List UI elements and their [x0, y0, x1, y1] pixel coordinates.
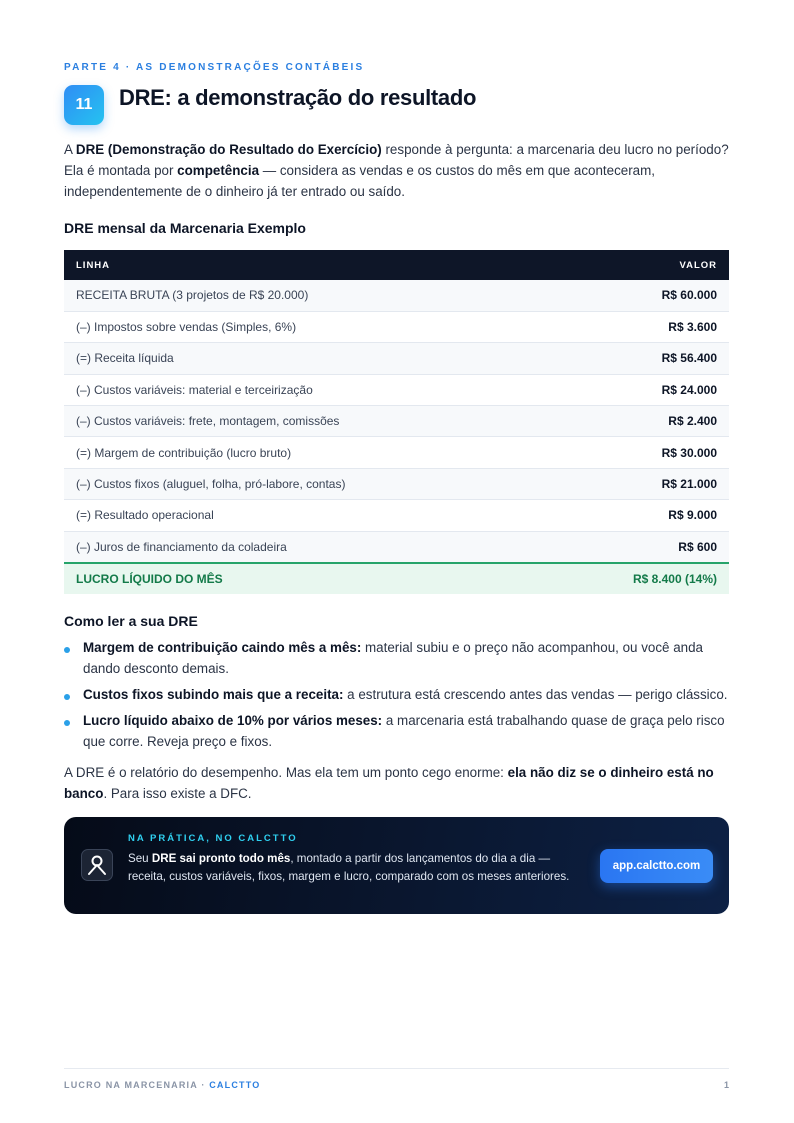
promo-eyebrow: NA PRÁTICA, NO CALCTTO: [128, 833, 298, 844]
row-value: R$ 60.000: [550, 280, 729, 311]
footer-book-title: LUCRO NA MARCENARIA ·: [64, 1080, 210, 1090]
table-row: [64, 280, 729, 311]
table-total-row: [64, 563, 729, 594]
closing-text-2: . Para isso existe a DFC.: [103, 786, 252, 801]
calctto-promo-card: [64, 817, 729, 914]
row-value: R$ 56.400: [550, 343, 729, 374]
list-item-text: a marcenaria está trabalhando quase de graça pelo risco que corre. Reveja preço e fixos.: [83, 713, 725, 749]
row-label: (=) Resultado operacional: [64, 500, 550, 531]
table-row: [64, 500, 729, 531]
intro-bold-dre: DRE (Demonstração do Resultado do Exercício): [75, 142, 382, 157]
list-item-bold: Custos fixos subindo mais que a receita:: [83, 687, 344, 702]
table-title: DRE mensal da Marcenaria Exemplo: [64, 220, 306, 236]
intro-text-3: — considera as vendas e os custos do mês em que aconteceram, independentemente de o dinheiro já ter entrado ou saído.: [64, 163, 656, 199]
row-label: (–) Custos fixos (aluguel, folha, pró-labore, contas): [64, 468, 550, 499]
table-row: [64, 311, 729, 342]
bullet-dot-icon: [64, 694, 70, 700]
row-label: (–) Custos variáveis: frete, montagem, comissões: [64, 406, 550, 437]
row-label: RECEITA BRUTA (3 projetos de R$ 20.000): [64, 280, 550, 311]
table-row: [64, 468, 729, 499]
list-item: [64, 684, 730, 705]
table-row: [64, 437, 729, 468]
closing-paragraph: [64, 762, 730, 804]
list-item-bold: Lucro líquido abaixo de 10% por vários meses:: [83, 713, 383, 728]
promo-text-1: Seu: [128, 852, 152, 865]
column-header-line: LINHA: [64, 250, 550, 280]
total-value: R$ 8.400 (14%): [550, 563, 729, 594]
list-item: [64, 710, 730, 752]
app-link-button[interactable]: app.calctto.com: [600, 849, 713, 883]
how-to-read-list: [64, 637, 730, 757]
list-item: [64, 637, 730, 679]
closing-text-1: A DRE é o relatório do desempenho. Mas ela tem um ponto cego enorme:: [64, 765, 508, 780]
table-row: [64, 343, 729, 374]
list-item-text: a estrutura está crescendo antes das vendas — perigo clássico.: [343, 687, 728, 702]
bullet-dot-icon: [64, 720, 70, 726]
bullet-dot-icon: [64, 647, 70, 653]
list-item-bold: Margem de contribuição caindo mês a mês:: [83, 640, 362, 655]
row-value: R$ 3.600: [550, 311, 729, 342]
row-value: R$ 9.000: [550, 500, 729, 531]
intro-text-2: responde à pergunta: a marcenaria deu lucro no período? Ela é montada por: [64, 142, 729, 178]
calctto-logo-icon: [81, 849, 113, 881]
table-header-row: [64, 250, 729, 280]
intro-bold-competencia: competência: [177, 163, 260, 178]
chapter-header: [64, 85, 476, 125]
total-label: LUCRO LÍQUIDO DO MÊS: [64, 563, 550, 594]
page-number: 1: [723, 1080, 729, 1090]
row-label: (–) Juros de financiamento da coladeira: [64, 531, 550, 562]
closing-bold: ela não diz se o dinheiro está no banco: [64, 765, 714, 801]
row-value: R$ 21.000: [550, 468, 729, 499]
row-value: R$ 600: [550, 531, 729, 562]
section-eyebrow: PARTE 4 · AS DEMONSTRAÇÕES CONTÁBEIS: [64, 62, 365, 73]
footer-divider: [64, 1068, 729, 1069]
row-value: R$ 2.400: [550, 406, 729, 437]
promo-text: [128, 850, 578, 885]
how-to-read-title: Como ler a sua DRE: [64, 613, 198, 629]
row-label: (–) Custos variáveis: material e terceirização: [64, 374, 550, 405]
intro-text-1: A: [64, 142, 76, 157]
row-value: R$ 24.000: [550, 374, 729, 405]
chapter-number-badge: 11: [64, 85, 104, 125]
table-row: [64, 406, 729, 437]
row-label: (–) Impostos sobre vendas (Simples, 6%): [64, 311, 550, 342]
column-header-value: VALOR: [550, 250, 729, 280]
list-item-text: material subiu e o preço não acompanhou, ou você anda dando desconto demais.: [83, 640, 704, 676]
page-title: DRE: a demonstração do resultado: [119, 85, 477, 110]
row-label: (=) Receita líquida: [64, 343, 550, 374]
promo-text-2: , montado a partir dos lançamentos do dia a dia — receita, custos variáveis, fixos, margem e lucro, comparado com os meses anteriores.: [128, 852, 570, 883]
row-label: (=) Margem de contribuição (lucro bruto): [64, 437, 550, 468]
row-value: R$ 30.000: [550, 437, 729, 468]
footer-running-title: [64, 1080, 260, 1090]
dre-table: [64, 250, 729, 594]
intro-paragraph: [64, 139, 730, 202]
table-row: [64, 531, 729, 562]
footer-brand: CALCTTO: [209, 1080, 261, 1090]
promo-bold: DRE sai pronto todo mês: [151, 852, 291, 865]
table-row: [64, 374, 729, 405]
